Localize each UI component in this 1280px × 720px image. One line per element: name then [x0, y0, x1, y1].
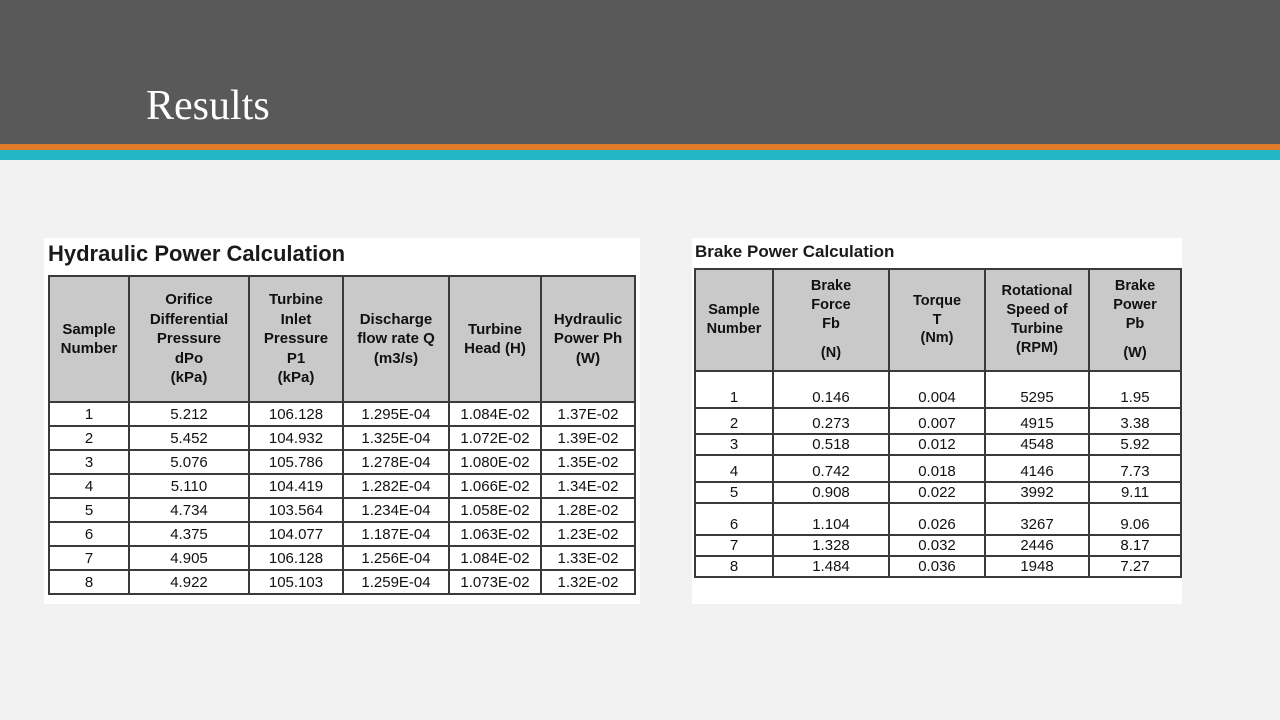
table-cell: 1.072E-02 — [449, 426, 541, 450]
table-row — [49, 450, 635, 474]
table-cell: 5.452 — [129, 426, 249, 450]
header-line: (Nm) — [920, 330, 954, 347]
table-cell: 1.282E-04 — [343, 474, 449, 498]
header-line: Speed of — [1006, 302, 1068, 319]
header-line: P1 — [286, 349, 306, 367]
table-cell: 1.28E-02 — [541, 498, 635, 522]
table-cell: 0.022 — [889, 482, 985, 503]
table-row — [695, 434, 1181, 455]
table-cell: 3 — [695, 434, 773, 455]
table-cell: 3992 — [985, 482, 1089, 503]
header-line: (kPa) — [170, 369, 208, 387]
table-cell: 5 — [695, 482, 773, 503]
table-row — [695, 535, 1181, 556]
header-line: Discharge — [359, 310, 433, 328]
table-cell: 2 — [695, 408, 773, 434]
table-cell: 1.39E-02 — [541, 426, 635, 450]
header-line: Head (H) — [464, 340, 526, 357]
table-cell: 1948 — [985, 556, 1089, 577]
table-cell: 5.110 — [129, 474, 249, 498]
table-cell: 1.278E-04 — [343, 450, 449, 474]
table-cell: 1.066E-02 — [449, 474, 541, 498]
table-cell: 3 — [49, 450, 129, 474]
table-cell: 105.103 — [249, 570, 343, 594]
header-line: Turbine — [468, 320, 522, 338]
header-line: (W) — [575, 349, 601, 367]
table-cell: 5295 — [985, 371, 1089, 408]
table-header-row — [695, 269, 1181, 371]
header-cell — [343, 276, 449, 402]
table-cell: 104.932 — [249, 426, 343, 450]
table-cell: 105.786 — [249, 450, 343, 474]
header-cell — [249, 276, 343, 402]
slide-header — [0, 0, 1280, 144]
table-row — [695, 556, 1181, 577]
header-line: Force — [811, 297, 851, 314]
header-line: Turbine — [1010, 321, 1064, 337]
header-line: Turbine — [269, 291, 323, 309]
brake-power-panel — [692, 238, 1182, 604]
table-cell: 4915 — [985, 408, 1089, 434]
table-cell: 9.06 — [1089, 503, 1181, 535]
table-row — [695, 408, 1181, 434]
table-cell: 5.076 — [129, 450, 249, 474]
header-line: Fb — [822, 316, 840, 332]
table-cell: 1.187E-04 — [343, 522, 449, 546]
table-cell: 1.256E-04 — [343, 546, 449, 570]
table-cell: 5.92 — [1089, 434, 1181, 455]
table-cell: 1.35E-02 — [541, 450, 635, 474]
table-cell: 104.077 — [249, 522, 343, 546]
table-cell: 8.17 — [1089, 535, 1181, 556]
header-line: Orifice — [165, 291, 213, 309]
header-line: Pressure — [263, 330, 329, 348]
table-cell: 1.325E-04 — [343, 426, 449, 450]
header-line: Brake — [1114, 278, 1156, 295]
table-cell: 9.11 — [1089, 482, 1181, 503]
table-cell: 1.328 — [773, 535, 889, 556]
table-cell: 5 — [49, 498, 129, 522]
header-line: Torque — [912, 292, 962, 309]
header-line: Pressure — [156, 330, 222, 348]
header-accent-stripe-teal — [0, 150, 1280, 160]
table-cell: 1.063E-02 — [449, 522, 541, 546]
table-cell: 3267 — [985, 503, 1089, 535]
header-line: Sample — [62, 320, 116, 338]
table-cell: 1.484 — [773, 556, 889, 577]
table-cell: 4146 — [985, 455, 1089, 482]
brake-table-title: Brake Power Calculation — [695, 242, 895, 261]
table-cell: 2 — [49, 426, 129, 450]
header-cell — [129, 276, 249, 402]
table-cell: 5.212 — [129, 402, 249, 426]
header-line: (W) — [1123, 344, 1147, 361]
table-row — [49, 546, 635, 570]
table-cell: 1.95 — [1089, 371, 1181, 408]
table-row — [49, 522, 635, 546]
table-row — [49, 570, 635, 594]
table-cell: 0.146 — [773, 371, 889, 408]
header-line: Power — [1113, 297, 1157, 314]
header-cell — [49, 276, 129, 402]
header-cell — [889, 269, 985, 371]
table-cell: 0.032 — [889, 535, 985, 556]
table-cell: 0.273 — [773, 408, 889, 434]
table-cell: 3.38 — [1089, 408, 1181, 434]
table-cell: 0.004 — [889, 371, 985, 408]
header-cell — [773, 269, 889, 371]
header-line: Brake — [810, 278, 852, 295]
header-line: T — [932, 311, 942, 328]
table-cell: 7 — [49, 546, 129, 570]
header-line: (kPa) — [277, 369, 315, 387]
table-cell: 8 — [49, 570, 129, 594]
header-line: Number — [706, 321, 762, 337]
table-cell: 8 — [695, 556, 773, 577]
table-cell: 0.012 — [889, 434, 985, 455]
table-cell: 1.33E-02 — [541, 546, 635, 570]
table-cell: 4.375 — [129, 522, 249, 546]
header-line: Inlet — [280, 310, 312, 328]
table-row — [695, 455, 1181, 482]
table-cell: 1.080E-02 — [449, 450, 541, 474]
table-cell: 0.018 — [889, 455, 985, 482]
table-cell: 0.518 — [773, 434, 889, 455]
table-cell: 104.419 — [249, 474, 343, 498]
hydraulic-table-title: Hydraulic Power Calculation — [48, 241, 346, 266]
header-cell — [449, 276, 541, 402]
table-row — [49, 402, 635, 426]
table-row — [695, 371, 1181, 408]
table-cell: 1.23E-02 — [541, 522, 635, 546]
table-cell: 1.34E-02 — [541, 474, 635, 498]
header-cell — [985, 269, 1089, 371]
header-line: (m3/s) — [373, 349, 419, 367]
table-cell: 4 — [49, 474, 129, 498]
table-cell: 7.27 — [1089, 556, 1181, 577]
header-line: flow rate Q — [357, 330, 435, 348]
header-line: Differential — [149, 310, 229, 328]
table-cell: 0.742 — [773, 455, 889, 482]
table-cell: 7 — [695, 535, 773, 556]
table-header-row — [49, 276, 635, 402]
table-cell: 1.295E-04 — [343, 402, 449, 426]
table-row — [695, 482, 1181, 503]
table-cell: 0.908 — [773, 482, 889, 503]
table-row — [49, 474, 635, 498]
table-cell: 4 — [695, 455, 773, 482]
header-line: (N) — [820, 344, 842, 361]
table-cell: 106.128 — [249, 546, 343, 570]
table-cell: 4.905 — [129, 546, 249, 570]
table-cell: 4.922 — [129, 570, 249, 594]
header-cell — [695, 269, 773, 371]
header-line: dPo — [174, 349, 204, 367]
slide-title: Results — [146, 83, 270, 129]
header-line: (RPM) — [1016, 339, 1058, 356]
table-cell: 0.007 — [889, 408, 985, 434]
table-cell: 0.036 — [889, 556, 985, 577]
table-cell: 7.73 — [1089, 455, 1181, 482]
table-row — [49, 498, 635, 522]
table-cell: 1 — [49, 402, 129, 426]
table-cell: 4548 — [985, 434, 1089, 455]
table-cell: 1 — [695, 371, 773, 408]
table-cell: 1.073E-02 — [449, 570, 541, 594]
table-cell: 1.084E-02 — [449, 546, 541, 570]
table-cell: 106.128 — [249, 402, 343, 426]
header-cell — [541, 276, 635, 402]
header-line: Power Ph — [553, 330, 623, 348]
header-line: Rotational — [1001, 283, 1073, 300]
table-cell: 4.734 — [129, 498, 249, 522]
table-cell: 6 — [49, 522, 129, 546]
header-cell — [1089, 269, 1181, 371]
header-line: Hydraulic — [553, 310, 623, 328]
table-cell: 1.32E-02 — [541, 570, 635, 594]
hydraulic-power-panel — [44, 238, 640, 604]
table-cell: 103.564 — [249, 498, 343, 522]
table-cell: 1.37E-02 — [541, 402, 635, 426]
header-line: Number — [60, 340, 118, 357]
hydraulic-power-table — [48, 275, 636, 595]
table-cell: 1.234E-04 — [343, 498, 449, 522]
header-line: Pb — [1125, 316, 1145, 332]
table-cell: 2446 — [985, 535, 1089, 556]
table-cell: 1.259E-04 — [343, 570, 449, 594]
table-cell: 6 — [695, 503, 773, 535]
table-cell: 0.026 — [889, 503, 985, 535]
brake-power-table — [694, 268, 1182, 578]
header-line: Sample — [708, 302, 760, 319]
table-cell: 1.058E-02 — [449, 498, 541, 522]
table-cell: 1.084E-02 — [449, 402, 541, 426]
table-row — [49, 426, 635, 450]
table-cell: 1.104 — [773, 503, 889, 535]
table-row — [695, 503, 1181, 535]
